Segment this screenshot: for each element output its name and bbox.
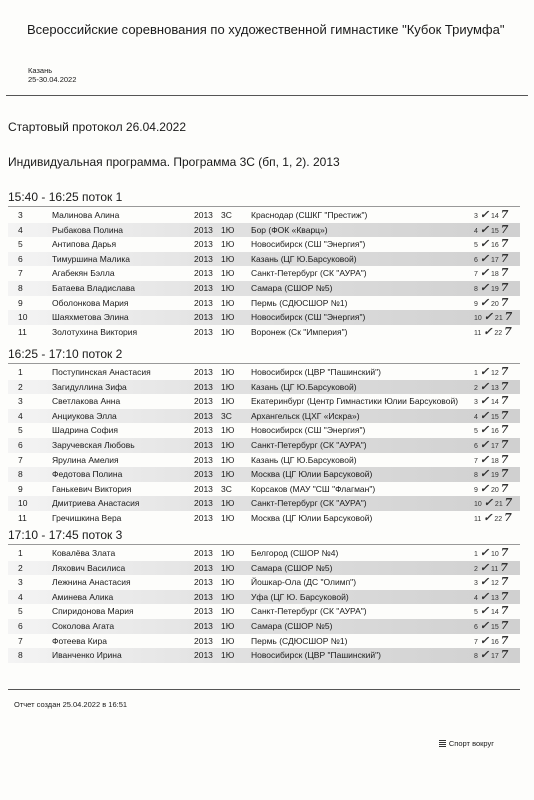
athlete-club: Казань (ЦГ Ю.Барсуковой) [251, 454, 357, 465]
athlete-club: Самара (СШОР №5) [251, 282, 333, 293]
athlete-club: Самара (СШОР №5) [251, 562, 333, 573]
athlete-start-number: 11 [18, 512, 27, 523]
athlete-rank: 3С [221, 410, 232, 421]
athlete-name: Дмитриева Анастасия [52, 498, 140, 509]
athlete-start-number: 7 [18, 635, 23, 646]
athlete-rank: 1Ю [221, 620, 235, 631]
footer-divider [8, 689, 520, 690]
table-row [8, 634, 520, 649]
athlete-start-number: 5 [18, 606, 23, 617]
protocol-title: Стартовый протокол 26.04.2022 [8, 120, 186, 134]
handwritten-marks: 7 ✓ 16 7 [474, 633, 509, 647]
handwritten-marks: 1 ✓ 10 7 [474, 546, 509, 559]
table-row [8, 546, 520, 561]
table-row [8, 453, 520, 468]
handwritten-marks: 7 ✓ 18 7 [474, 452, 509, 466]
table-row [8, 223, 520, 238]
table-row [8, 438, 520, 453]
athlete-birth-year: 2013 [194, 268, 213, 279]
athlete-rank: 1Ю [221, 635, 235, 646]
brand-text: Спорт вокруг [448, 739, 494, 748]
event-dates: 25-30.04.2022 [28, 75, 77, 84]
athlete-name: Анциукова Элла [52, 410, 117, 421]
athlete-name: Рыбакова Полина [52, 224, 124, 235]
athlete-birth-year: 2013 [194, 591, 213, 602]
athlete-birth-year: 2013 [194, 498, 213, 509]
athlete-birth-year: 2013 [194, 381, 213, 392]
report-created-note: Отчет создан 25.04.2022 в 16:51 [14, 700, 128, 709]
athlete-start-number: 5 [18, 425, 23, 436]
athlete-rank: 1Ю [221, 650, 235, 661]
handwritten-marks: 11 ✓ 22 7 [474, 510, 512, 524]
athlete-rank: 1Ю [221, 326, 235, 337]
table-row [8, 409, 520, 424]
athlete-start-number: 10 [18, 312, 28, 323]
brand-logo-icon [439, 740, 446, 747]
athlete-birth-year: 2013 [194, 239, 213, 250]
athlete-name: Фотеева Кира [52, 635, 107, 646]
athlete-rank: 1Ю [221, 425, 235, 436]
athlete-birth-year: 2013 [194, 425, 213, 436]
athlete-start-number: 11 [18, 326, 27, 337]
handwritten-marks: 3 ✓ 14 7 [474, 394, 509, 408]
athlete-birth-year: 2013 [194, 483, 213, 494]
athlete-club: Москва (ЦГ Юлии Барсуковой) [251, 469, 373, 480]
athlete-birth-year: 2013 [194, 469, 213, 480]
athlete-name: Батаева Владислава [52, 282, 136, 293]
athlete-birth-year: 2013 [194, 635, 213, 646]
athlete-start-number: 9 [18, 483, 23, 494]
handwritten-marks: 10 ✓ 21 7 [474, 496, 513, 510]
handwritten-marks: 6 ✓ 17 7 [474, 251, 509, 265]
athlete-start-number: 9 [18, 297, 23, 308]
table-row [8, 394, 520, 409]
athlete-name: Антипова Дарья [52, 239, 117, 250]
athlete-name: Загидуллина Зифа [52, 381, 127, 392]
athlete-rank: 1Ю [221, 282, 235, 293]
athlete-start-number: 5 [18, 239, 23, 250]
athlete-birth-year: 2013 [194, 439, 213, 450]
athlete-start-number: 8 [18, 282, 23, 293]
table-row [8, 648, 520, 663]
table-row [8, 511, 520, 526]
athlete-name: Тимуршина Малика [52, 253, 130, 264]
athlete-rank: 1Ю [221, 253, 235, 264]
handwritten-marks: 11 ✓ 22 7 [474, 324, 512, 338]
athlete-club: Санкт-Петербург (СК "АУРА") [251, 439, 367, 450]
header-divider [6, 95, 528, 96]
athlete-club: Краснодар (СШКГ "Престиж") [251, 210, 368, 220]
handwritten-marks: 9 ✓ 20 7 [474, 295, 509, 309]
athlete-start-number: 6 [18, 253, 23, 264]
table-row [8, 575, 520, 590]
event-city: Казань [28, 66, 53, 75]
athlete-name: Ляхович Василиса [52, 562, 126, 573]
table-row [8, 604, 520, 619]
athlete-rank: 1Ю [221, 512, 235, 523]
table-row [8, 296, 520, 311]
athlete-birth-year: 2013 [194, 562, 213, 573]
athlete-name: Золотухина Виктория [52, 326, 138, 337]
flow-divider [8, 363, 520, 364]
athlete-rank: 1Ю [221, 224, 235, 235]
athlete-rank: 1Ю [221, 312, 235, 323]
athlete-birth-year: 2013 [194, 620, 213, 631]
athlete-name: Малинова Алина [52, 210, 120, 220]
handwritten-marks: 6 ✓ 17 7 [474, 437, 509, 451]
table-row [8, 496, 520, 511]
handwritten-marks: 3 ✓ 12 7 [474, 575, 509, 589]
athlete-club: Новосибирск (ЦВР "Пашинский") [251, 650, 381, 661]
athlete-start-number: 4 [18, 591, 23, 602]
athlete-birth-year: 2013 [194, 606, 213, 617]
flow-divider [8, 206, 520, 207]
athlete-club: Пермь (СДЮСШОР №1) [251, 635, 348, 646]
athlete-start-number: 4 [18, 224, 23, 235]
athlete-rank: 1Ю [221, 268, 235, 279]
table-row [8, 325, 520, 340]
handwritten-marks: 10 ✓ 21 7 [474, 310, 513, 324]
athlete-club: Самара (СШОР №5) [251, 620, 333, 631]
athlete-birth-year: 2013 [194, 454, 213, 465]
handwritten-marks: 2 ✓ 11 7 [474, 560, 508, 574]
athlete-birth-year: 2013 [194, 210, 213, 220]
table-row [8, 380, 520, 395]
athlete-birth-year: 2013 [194, 367, 213, 377]
athlete-name: Ярулина Амелия [52, 454, 119, 465]
athlete-club: Екатеринбург (Центр Гимнастики Юлии Барсуковой) [251, 396, 459, 407]
athlete-name: Лежнина Анастасия [52, 577, 131, 588]
flow-title: 17:10 - 17:45 поток 3 [8, 528, 123, 542]
handwritten-marks: 7 ✓ 18 7 [474, 266, 509, 280]
table-row [8, 482, 520, 497]
handwritten-marks: 6 ✓ 15 7 [474, 618, 509, 632]
athlete-club: Санкт-Петербург (СК "АУРА") [251, 268, 367, 279]
brand-label [439, 739, 494, 748]
athlete-start-number: 1 [18, 548, 23, 558]
handwritten-marks: 1 ✓ 12 7 [474, 365, 509, 378]
handwritten-marks: 5 ✓ 16 7 [474, 423, 509, 437]
handwritten-marks: 5 ✓ 14 7 [474, 604, 509, 618]
athlete-name: Шаяхметова Элина [52, 312, 129, 323]
table-row [8, 423, 520, 438]
athlete-name: Шадрина София [52, 425, 118, 436]
athlete-name: Соколова Агата [52, 620, 115, 631]
athlete-start-number: 3 [18, 396, 23, 407]
table-row [8, 281, 520, 296]
athlete-rank: 1Ю [221, 562, 235, 573]
handwritten-marks: 2 ✓ 13 7 [474, 379, 509, 393]
athlete-name: Аминева Алика [52, 591, 114, 602]
athlete-club: Йошкар-Ола (ДС "Олимп") [251, 577, 357, 588]
table-row [8, 310, 520, 325]
flow-section-2 [8, 346, 520, 526]
table-row [8, 619, 520, 634]
handwritten-marks: 9 ✓ 20 7 [474, 481, 509, 495]
flow-divider [8, 544, 520, 545]
athlete-birth-year: 2013 [194, 282, 213, 293]
athlete-rank: 1Ю [221, 606, 235, 617]
athlete-name: Гречишкина Вера [52, 512, 122, 523]
athlete-start-number: 6 [18, 620, 23, 631]
handwritten-marks: 4 ✓ 15 7 [474, 222, 509, 236]
athlete-name: Спиридонова Мария [52, 606, 134, 617]
table-row [8, 467, 520, 482]
athlete-club: Воронеж (Ск "Империя") [251, 326, 348, 337]
handwritten-marks: 4 ✓ 15 7 [474, 408, 509, 422]
athlete-club: Корсаков (МАУ "СШ "Флагман") [251, 483, 376, 494]
athlete-name: Светлакова Анна [52, 396, 121, 407]
athlete-name: Ганькевич Виктория [52, 483, 132, 494]
athlete-birth-year: 2013 [194, 548, 213, 558]
handwritten-marks: 4 ✓ 13 7 [474, 589, 509, 603]
athlete-start-number: 6 [18, 439, 23, 450]
athlete-birth-year: 2013 [194, 224, 213, 235]
event-title: Всероссийские соревнования по художественной гимнастике "Кубок Триумфа" [27, 22, 505, 37]
athlete-club: Пермь (СДЮСШОР №1) [251, 297, 348, 308]
flow-section-3 [8, 527, 520, 663]
athlete-club: Новосибирск (СШ "Энергия") [251, 425, 366, 436]
flow-title: 16:25 - 17:10 поток 2 [8, 347, 123, 361]
athlete-rank: 1Ю [221, 548, 235, 558]
table-row [8, 208, 520, 223]
flow-title: 15:40 - 16:25 поток 1 [8, 190, 123, 204]
athlete-start-number: 8 [18, 469, 23, 480]
athlete-club: Новосибирск (СШ "Энергия") [251, 239, 366, 250]
athlete-birth-year: 2013 [194, 396, 213, 407]
athlete-club: Казань (ЦГ Ю.Барсуковой) [251, 381, 357, 392]
handwritten-marks: 8 ✓ 17 7 [474, 648, 509, 662]
athlete-start-number: 7 [18, 454, 23, 465]
athlete-start-number: 8 [18, 650, 23, 661]
athlete-club: Москва (ЦГ Юлии Барсуковой) [251, 512, 373, 523]
athlete-name: Ковалёва Злата [52, 548, 116, 558]
athlete-name: Заручевская Любовь [52, 439, 135, 450]
athlete-rank: 3С [221, 210, 232, 220]
athlete-start-number: 10 [18, 498, 28, 509]
table-row [8, 365, 520, 380]
table-row [8, 252, 520, 267]
athlete-name: Поступинская Анастасия [52, 367, 151, 377]
athlete-start-number: 1 [18, 367, 23, 377]
athlete-birth-year: 2013 [194, 253, 213, 264]
athlete-rank: 1Ю [221, 498, 235, 509]
athlete-club: Белгород (СШОР №4) [251, 548, 339, 558]
athlete-birth-year: 2013 [194, 312, 213, 323]
athlete-rank: 1Ю [221, 439, 235, 450]
athlete-rank: 1Ю [221, 381, 235, 392]
athlete-birth-year: 2013 [194, 410, 213, 421]
athlete-club: Казань (ЦГ Ю.Барсуковой) [251, 253, 357, 264]
athlete-start-number: 4 [18, 410, 23, 421]
athlete-rank: 3С [221, 483, 232, 494]
athlete-rank: 1Ю [221, 454, 235, 465]
flow-section-1 [8, 189, 520, 339]
athlete-rank: 1Ю [221, 591, 235, 602]
athlete-name: Федотова Полина [52, 469, 123, 480]
athlete-rank: 1Ю [221, 239, 235, 250]
athlete-rank: 1Ю [221, 367, 235, 377]
athlete-name: Иванченко Ирина [52, 650, 122, 661]
athlete-club: Санкт-Петербург (СК "АУРА") [251, 606, 367, 617]
athlete-start-number: 3 [18, 210, 23, 220]
handwritten-marks: 5 ✓ 16 7 [474, 237, 509, 251]
athlete-start-number: 3 [18, 577, 23, 588]
program-title: Индивидуальная программа. Программа 3С (бп, 1, 2). 2013 [8, 155, 340, 169]
athlete-start-number: 7 [18, 268, 23, 279]
athlete-rank: 1Ю [221, 469, 235, 480]
athlete-start-number: 2 [18, 562, 23, 573]
athlete-name: Агабекян Бэлла [52, 268, 115, 279]
athlete-rank: 1Ю [221, 396, 235, 407]
athlete-birth-year: 2013 [194, 650, 213, 661]
table-row [8, 590, 520, 605]
athlete-club: Уфа (ЦГ Ю. Барсуковой) [251, 591, 349, 602]
athlete-birth-year: 2013 [194, 326, 213, 337]
athlete-name: Оболонкова Мария [52, 297, 129, 308]
table-row [8, 561, 520, 576]
handwritten-marks: 3 ✓ 14 7 [474, 208, 509, 221]
table-row [8, 266, 520, 281]
athlete-rank: 1Ю [221, 577, 235, 588]
athlete-club: Новосибирск (СШ "Энергия") [251, 312, 366, 323]
handwritten-marks: 8 ✓ 19 7 [474, 467, 509, 481]
athlete-club: Архангельск (ЦХГ «Искра») [251, 410, 360, 421]
table-row [8, 237, 520, 252]
athlete-club: Бор (ФОК «Кварц») [251, 224, 328, 235]
athlete-club: Санкт-Петербург (СК "АУРА") [251, 498, 367, 509]
handwritten-marks: 8 ✓ 19 7 [474, 280, 509, 294]
athlete-birth-year: 2013 [194, 577, 213, 588]
athlete-start-number: 2 [18, 381, 23, 392]
athlete-club: Новосибирск (ЦВР "Пашинский") [251, 367, 381, 377]
athlete-birth-year: 2013 [194, 512, 213, 523]
athlete-rank: 1Ю [221, 297, 235, 308]
athlete-birth-year: 2013 [194, 297, 213, 308]
